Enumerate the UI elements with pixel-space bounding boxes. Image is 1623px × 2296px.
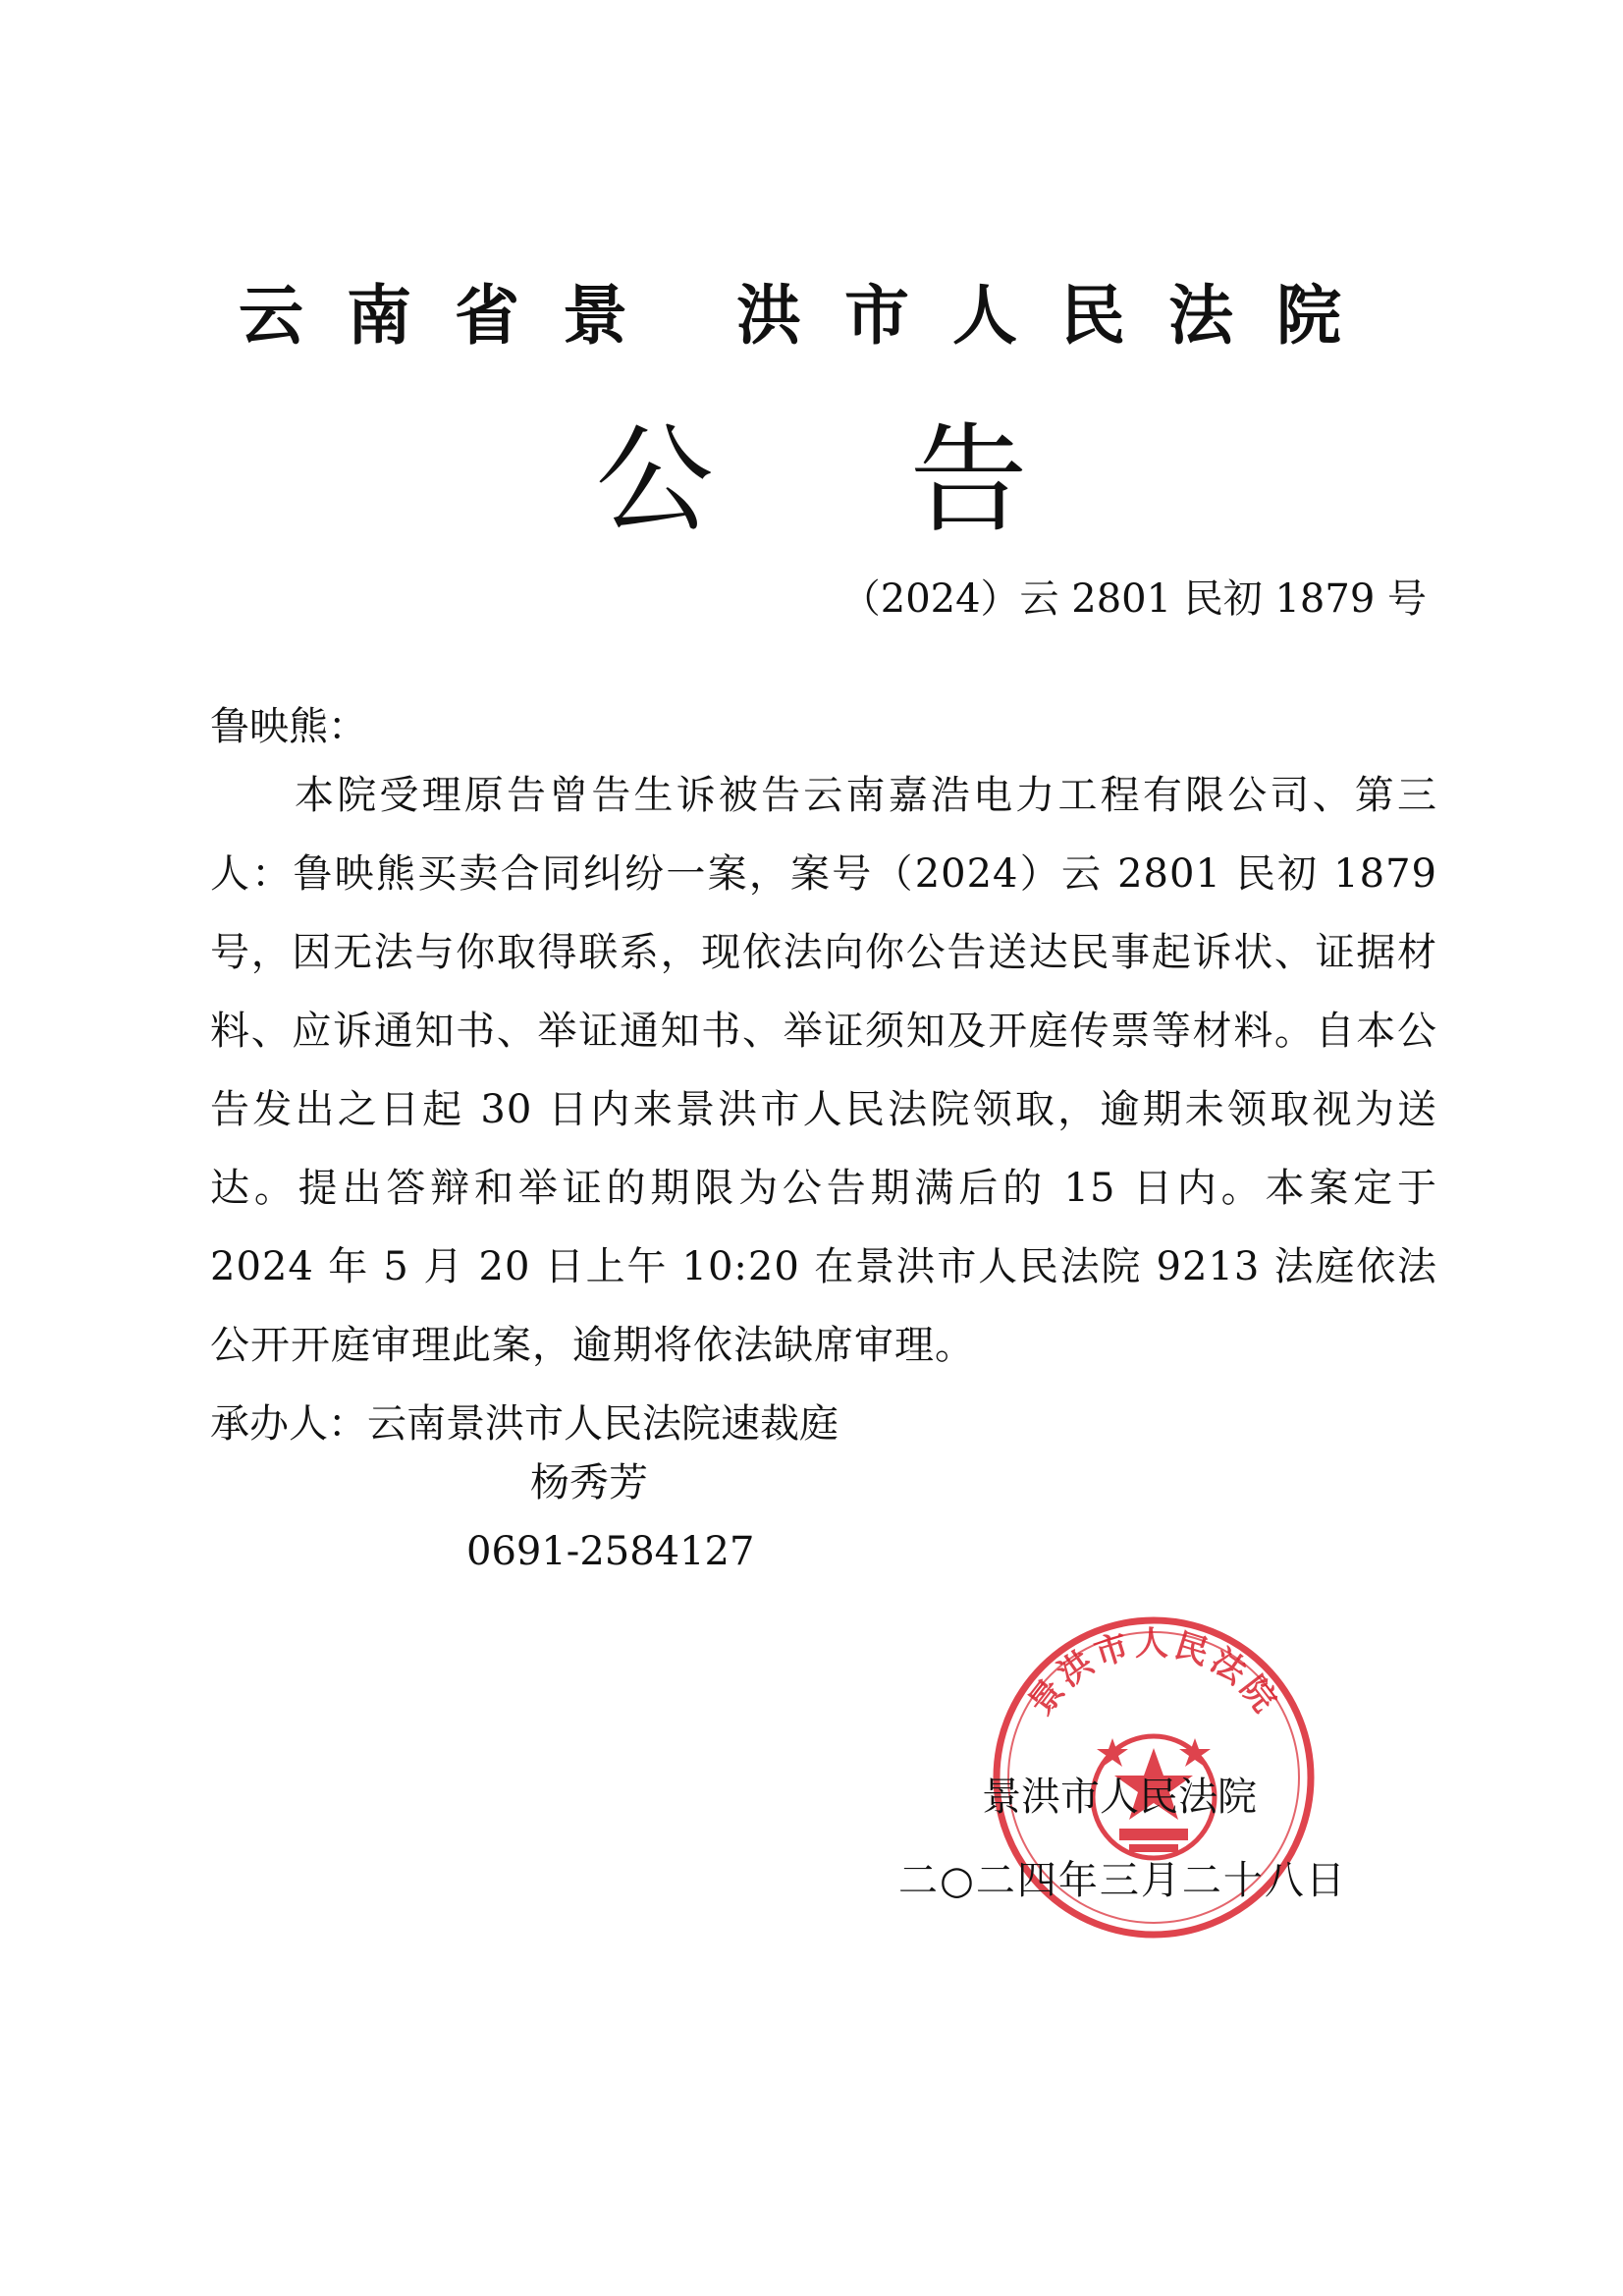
issuer-name: 景洪市人民法院: [982, 1775, 1257, 1820]
seal-text: 景洪市人民法院: [1020, 1624, 1287, 1723]
handler-name: 杨秀芳: [530, 1460, 648, 1505]
svg-text:景洪市人民法院: [1021, 1624, 1286, 1722]
addressee: 鲁映熊：: [210, 704, 367, 749]
case-number: （2024）云 2801 民初 1879 号: [840, 576, 1427, 622]
court-title: 云南省景 洪市人民法院: [239, 277, 1384, 354]
document-type-title: 公告: [595, 412, 1224, 549]
issue-date: 二○二四年三月二十八日: [898, 1858, 1347, 1903]
handler-line: 承办人：云南景洪市人民法院速裁庭: [210, 1401, 839, 1447]
notice-body: 本院受理原告曾告生诉被告云南嘉浩电力工程有限公司、第三人：鲁映熊买卖合同纠纷一案，案号（2024）云 2801 民初 1879 号，因无法与你取得联系，现依法向你公告送达民事起诉状、证据材料、应诉通知书、举证通知书、举证须知及开庭传票等材料。自本公告发出之日起 30 日内来景洪市人民法院领取，逾期未领取视为送达。提出答辩和举证的期限为公告期满后的 15 日内。本案定于 2024 年 5 月 20 日上午 10:20 在景洪市人民法院 9213 法庭依法公开开庭审理此案，逾期将依法缺席审理。: [210, 773, 1437, 1368]
handler-phone: 0691-2584127: [466, 1529, 755, 1574]
